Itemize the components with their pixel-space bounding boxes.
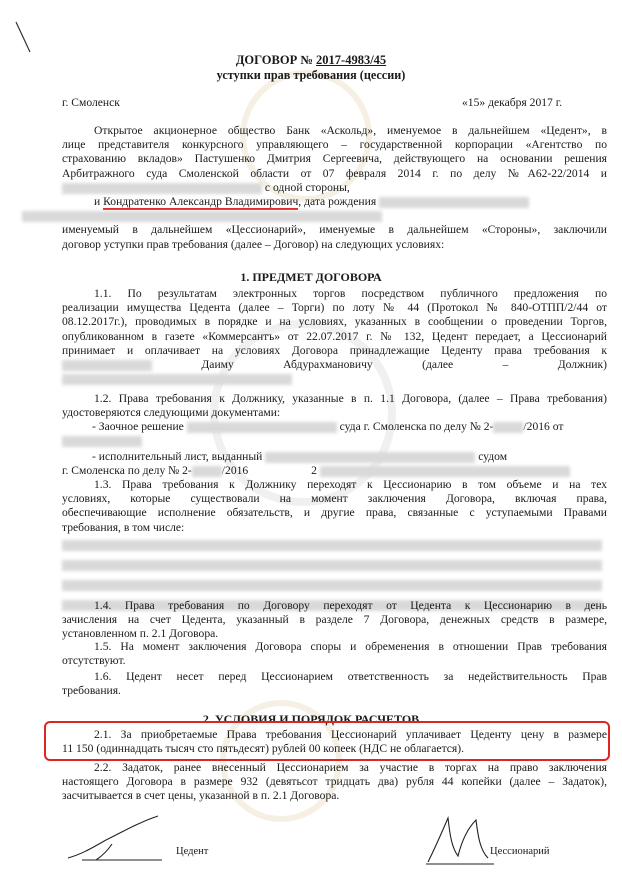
- buyer-name: Кондратенко Александр Владимирович: [103, 195, 299, 209]
- contract-date: «15» декабря 2017 г.: [462, 96, 563, 109]
- document-2: - исполнительный лист, выданный судом: [92, 450, 508, 463]
- section1-heading: 1. ПРЕДМЕТ ДОГОВОРА: [240, 270, 382, 284]
- section2-heading: 2. УСЛОВИЯ И ПОРЯДОК РАСЧЕТОВ: [202, 712, 420, 726]
- city: г. Смоленск: [62, 96, 120, 109]
- contract-number: 2017-4983/45: [316, 53, 387, 67]
- contract-title: ДОГОВОР № 2017-4983/45: [235, 53, 387, 67]
- redacted: [192, 466, 222, 477]
- document-2-cont: г. Смоленска по делу № 2- /2016 2: [62, 464, 607, 478]
- clause-1-6: 1.6. Цедент несет перед Цессионарием ответственность за недействительность Прав требования.: [62, 670, 607, 698]
- redacted: [62, 360, 152, 371]
- redacted: [379, 197, 529, 208]
- cessionary-label: Цессионарий: [490, 846, 550, 857]
- redacted: [493, 422, 523, 433]
- redacted: [62, 183, 262, 194]
- clause-2-1: 2.1. За приобретаемые Права требования Цессионарий уплачивает Цеденту цену в размере 11 150 (одиннадцать тысяч сто пятьдесят) рублей 00 копеек (НДС не облагается).: [62, 728, 607, 756]
- document-1: - Заочное решение суда г. Смоленска по делу № 2- /2016 от: [92, 420, 564, 433]
- cedent-label: Цедент: [176, 846, 209, 857]
- redacted: [320, 466, 570, 477]
- intro: Открытое акционерное общество Банк «Аскольд», именуемое в дальнейшем «Цедент», в лице представителя конкурсного управляющего – государственной корпорации «Агентство по страхованию вкладов» Пастушенко Дмитрия Сергеевича, действующего на основании решения Арбитражного суда Смоленской области от 07 февраля 2014 г. по делу №А62-22/2014 и с одной стороны, и Кондратенко Александр Владимирович, дата рождения именуемый в дальнейшем «Цессионарий», именуемые в дальнейшем «Стороны», заключили договор уступки прав требования (далее – Договор) на следующих условиях:: [62, 124, 607, 252]
- redacted-row: [62, 434, 607, 448]
- redacted: [22, 211, 382, 222]
- clause-1-4: 1.4. Права требования по Договору переходят от Цедента к Цессионарию в день зачисления на счет Цедента, указанный в разделе 7 Договора, денежных средств в размере, установленном п. 2.1 Договора.: [62, 599, 607, 641]
- clause-1-1: 1.1. По результатам электронных торгов посредством публичного предложения по реализации имущества Цедента (далее – Торги) по лоту № 44 (Протокол № 840-ОТПП/2/44 от 08.12.2017г.), проводимых в порядке и на условиях, указанных в сообщении о проведении Торгов, опубликованном в газете «Коммерсантъ» от 22.07.2017 г. № 132, Цедент передает, а Цессионарий принимает и оплачивает на условиях Договора принадлежащие Цеденту права требования к Даиму Абдурахмановичу (далее – Должник): [62, 287, 607, 386]
- pen-mark: [10, 18, 40, 58]
- redacted: [187, 422, 337, 433]
- clause-2-2: 2.2. Задаток, ранее внесенный Цессионарием за участие в торгах на право заключения настоящего Договора в размере 932 (девятьсот тридцать два) рубля 44 копейки (далее – Задаток), засчитывается в счет цены, указанной в п. 2.1 Договора.: [62, 761, 607, 803]
- redacted: [62, 374, 292, 385]
- cessionary-signature: [418, 806, 498, 872]
- cedent-signature: [62, 810, 172, 870]
- clause-1-5: 1.5. На момент заключения Договора споры и обременения в отношении Прав требования отсутствуют.: [62, 640, 607, 668]
- clause-1-2: 1.2. Права требования к Должнику, указанные в п. 1.1 Договора, (далее – Права требования) удостоверяются следующими документами:: [62, 392, 607, 420]
- clause-1-3: 1.3. Права требования к Должнику переходят к Цессионарию в том объеме и на тех условиях, которые существовали на момент заключения Договора, включая права, обеспечивающие исполнение обязательств, и другие права, связанные с уступаемыми Правами требования, в том числе:: [62, 478, 607, 534]
- contract-subtitle: уступки прав требования (цессии): [216, 68, 406, 82]
- redacted: [265, 452, 475, 463]
